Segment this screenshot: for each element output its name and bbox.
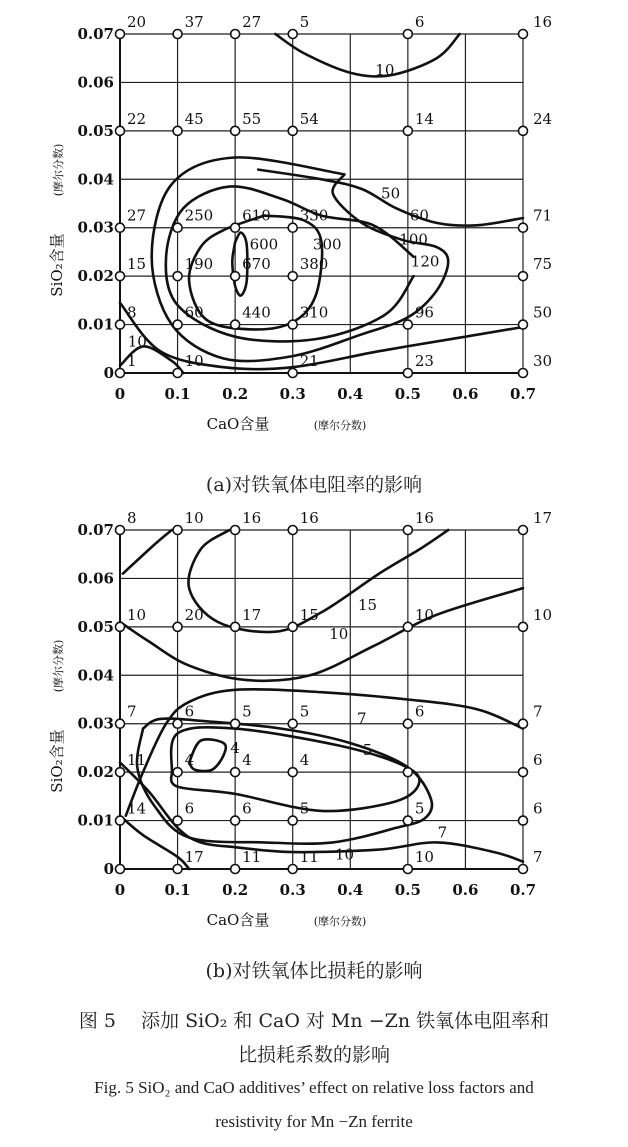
data-point-label: 17	[533, 509, 553, 527]
data-point	[116, 272, 125, 281]
contour-label: 7	[437, 823, 448, 842]
data-point-label: 8	[127, 509, 137, 527]
y-axis-unit: (摩尔分数)	[52, 639, 65, 693]
data-point	[403, 816, 412, 825]
data-point-label: 670	[242, 255, 271, 274]
data-point-label: 20	[184, 605, 204, 624]
x-tick-label: 0.4	[337, 385, 364, 403]
contour-label: 5	[362, 741, 373, 760]
x-tick-label: 0.1	[164, 881, 191, 899]
data-point-label: 11	[127, 751, 147, 770]
x-tick-label: 0.5	[394, 881, 421, 899]
data-point-label: 6	[414, 702, 425, 721]
data-point-label: 4	[299, 751, 310, 770]
contour-label: 60	[409, 206, 429, 225]
data-point-label: 5	[299, 13, 310, 31]
data-point-label: 10	[414, 848, 434, 866]
contour-label: 300	[312, 235, 342, 254]
contour-line	[275, 34, 459, 76]
data-point	[173, 768, 182, 777]
contour-line	[120, 588, 523, 681]
data-point	[116, 526, 125, 535]
data-point-label: 6	[184, 799, 195, 818]
data-point	[519, 768, 528, 777]
data-point-label: 5	[299, 702, 310, 721]
data-point	[173, 816, 182, 825]
y-tick-label: 0.01	[77, 315, 114, 334]
x-axis-label: CaO含量	[206, 415, 270, 433]
x-tick-label: 0.3	[279, 881, 306, 899]
data-point-label: 10	[533, 605, 553, 624]
data-point	[116, 223, 125, 232]
data-point-label: 27	[127, 206, 147, 225]
data-point	[288, 126, 297, 135]
data-point	[173, 719, 182, 728]
figure-caption-en-line1: Fig. 5 SiO₂ and CaO additives’ effect on relative loss factors and	[94, 1078, 534, 1097]
measured-points	[116, 509, 553, 874]
data-point	[403, 126, 412, 135]
data-point	[116, 126, 125, 135]
data-point	[519, 223, 528, 232]
data-point-label: 71	[533, 206, 553, 225]
data-point	[403, 320, 412, 329]
contour-label: 100	[399, 230, 428, 249]
data-point-label: 37	[184, 13, 204, 31]
data-point	[403, 369, 412, 378]
data-point	[288, 865, 297, 874]
data-point	[403, 719, 412, 728]
data-point-label: 250	[184, 206, 214, 225]
data-point	[116, 865, 125, 874]
data-point	[116, 622, 125, 631]
data-point-label: 55	[242, 109, 262, 128]
x-tick-label: 0.4	[337, 881, 364, 899]
data-point	[288, 526, 297, 535]
data-point-label: 6	[414, 13, 425, 31]
data-point	[116, 768, 125, 777]
y-tick-label: 0	[103, 860, 114, 878]
data-point-label: 190	[184, 255, 214, 274]
data-point	[173, 622, 182, 631]
data-point-label: 5	[242, 702, 252, 721]
y-tick-label: 0.05	[77, 617, 114, 636]
data-point-label: 10	[184, 352, 204, 370]
data-point	[519, 126, 528, 135]
chart-b-svg	[0, 496, 628, 966]
x-tick-label: 0.6	[452, 881, 479, 899]
data-point-label: 7	[127, 702, 137, 721]
data-point-label: 7	[533, 848, 543, 866]
data-point	[231, 526, 240, 535]
y-tick-label: 0.02	[77, 763, 114, 782]
data-point	[403, 30, 412, 39]
x-tick-label: 0.6	[452, 385, 479, 403]
data-point	[231, 816, 240, 825]
data-point-label: 4	[242, 751, 252, 770]
data-point	[288, 30, 297, 39]
data-point-label: 75	[533, 255, 553, 274]
data-point	[519, 865, 528, 874]
y-tick-label: 0.06	[77, 569, 114, 588]
figure-caption-en-line2: resistivity for Mn −Zn ferrite	[215, 1112, 413, 1131]
y-tick-label: 0.04	[77, 666, 114, 685]
contour-label: 4	[230, 738, 240, 757]
chart-a-caption: (a)对铁氧体电阻率的影响	[205, 474, 423, 496]
data-point	[519, 320, 528, 329]
data-point-label: 20	[127, 13, 147, 31]
data-point-label: 6	[184, 702, 195, 721]
data-point	[403, 865, 412, 874]
data-point-label: 6	[533, 799, 543, 818]
data-point	[173, 223, 182, 232]
contour-label: 600	[249, 235, 279, 254]
figure-caption-zh-line1: 图 5 添加 SiO₂ 和 CaO 对 Mn −Zn 铁氧体电阻率和	[78, 1010, 550, 1032]
data-point	[231, 272, 240, 281]
data-point-label: 10	[127, 605, 147, 624]
data-point	[519, 272, 528, 281]
data-point	[519, 30, 528, 39]
x-tick-label: 0.7	[509, 881, 537, 899]
data-point-label: 310	[299, 303, 329, 322]
data-point	[173, 526, 182, 535]
y-tick-label: 0.05	[77, 121, 114, 140]
data-point	[173, 865, 182, 874]
data-point-label: 23	[414, 352, 434, 370]
data-point-label: 11	[242, 848, 262, 866]
y-tick-label: 0	[103, 364, 114, 382]
data-point	[403, 622, 412, 631]
data-point	[288, 622, 297, 631]
x-tick-label: 0.3	[279, 385, 306, 403]
chart-a-svg	[0, 0, 628, 470]
x-tick-label: 0	[114, 881, 126, 899]
data-point	[288, 223, 297, 232]
x-axis-label: CaO含量	[206, 911, 270, 929]
contour-label: 15	[358, 595, 378, 614]
data-point-label: 50	[533, 303, 553, 322]
data-point-label: 15	[299, 605, 319, 624]
data-point	[173, 30, 182, 39]
data-point-label: 24	[533, 109, 553, 128]
data-point	[231, 865, 240, 874]
data-point	[288, 719, 297, 728]
chart-b-caption: (b)对铁氧体比损耗的影响	[205, 960, 423, 982]
data-point	[403, 526, 412, 535]
contour-line	[189, 739, 226, 771]
data-point-label: 4	[184, 751, 195, 770]
data-point	[116, 320, 125, 329]
data-point-label: 440	[242, 303, 271, 322]
data-point	[231, 622, 240, 631]
x-axis-unit: (摩尔分数)	[313, 419, 367, 432]
x-tick-label: 0.2	[222, 881, 249, 899]
y-tick-label: 0.03	[77, 714, 114, 733]
y-axis-unit: (摩尔分数)	[52, 143, 65, 197]
data-point-label: 16	[299, 509, 319, 527]
data-point-label: 15	[127, 255, 147, 274]
data-point-label: 96	[414, 303, 434, 322]
data-point-label: 54	[299, 109, 319, 128]
contour-label: 10	[334, 845, 355, 864]
data-point	[519, 369, 528, 378]
data-point	[231, 719, 240, 728]
data-point-label: 7	[533, 702, 543, 721]
data-point	[116, 816, 125, 825]
data-point-label: 27	[242, 13, 262, 31]
data-point	[519, 622, 528, 631]
data-point	[288, 768, 297, 777]
data-point	[288, 369, 297, 378]
data-point	[173, 272, 182, 281]
y-tick-label: 0.02	[77, 267, 114, 286]
data-point-label: 21	[299, 352, 319, 370]
contour-label: 10	[375, 61, 395, 80]
data-point-label: 30	[533, 352, 553, 370]
chart-a	[0, 0, 628, 470]
data-point	[231, 768, 240, 777]
data-point-label: 14	[127, 799, 147, 818]
x-tick-label: 0.1	[164, 385, 191, 403]
data-point	[288, 272, 297, 281]
data-point-label: 610	[242, 206, 271, 225]
data-point	[116, 30, 125, 39]
data-point-label: 380	[299, 255, 329, 274]
data-point-label: 17	[242, 605, 262, 624]
data-point	[116, 369, 125, 378]
y-axis-label: SiO₂含量	[48, 729, 66, 793]
contour-line	[137, 719, 432, 844]
data-point-label: 22	[127, 109, 147, 128]
data-point	[231, 30, 240, 39]
data-point	[519, 816, 528, 825]
contour-label: 50	[381, 184, 401, 203]
y-tick-label: 0.07	[77, 521, 114, 539]
data-point-label: 10	[414, 605, 434, 624]
data-point	[173, 126, 182, 135]
figure-caption-zh-line2: 比损耗系数的影响	[237, 1044, 390, 1066]
y-tick-label: 0.07	[77, 25, 114, 43]
data-point	[231, 126, 240, 135]
contour-label: 10	[127, 332, 147, 351]
data-point	[231, 320, 240, 329]
data-point-label: 14	[414, 109, 434, 128]
data-point	[173, 320, 182, 329]
data-point-label: 11	[299, 848, 319, 866]
chart-b	[0, 496, 628, 966]
data-point-label: 330	[299, 206, 329, 225]
data-point	[403, 768, 412, 777]
contour-label: 120	[410, 252, 440, 271]
data-point-label: 1	[127, 352, 137, 370]
data-point	[116, 719, 125, 728]
data-point-label: 60	[184, 303, 204, 322]
data-point-label: 6	[533, 751, 543, 770]
data-point	[519, 719, 528, 728]
data-point	[231, 223, 240, 232]
y-tick-label: 0.04	[77, 170, 114, 189]
y-tick-label: 0.03	[77, 218, 114, 237]
contour-label: 7	[357, 709, 367, 728]
data-point-label: 16	[242, 509, 262, 527]
data-point-label: 17	[184, 848, 204, 866]
x-axis-unit: (摩尔分数)	[313, 915, 367, 928]
data-point-label: 6	[242, 799, 252, 818]
data-point	[519, 526, 528, 535]
data-point	[288, 320, 297, 329]
contour-line	[123, 530, 172, 574]
y-tick-label: 0.06	[77, 73, 114, 92]
data-point-label: 5	[414, 799, 425, 818]
y-axis-label: SiO₂含量	[48, 233, 66, 297]
data-point-label: 5	[299, 799, 310, 818]
data-point-label: 16	[533, 13, 553, 31]
data-point-label: 45	[184, 109, 204, 128]
x-tick-label: 0	[114, 385, 126, 403]
data-point-label: 16	[414, 509, 434, 527]
x-tick-label: 0.5	[394, 385, 421, 403]
x-tick-label: 0.2	[222, 385, 249, 403]
data-point	[288, 816, 297, 825]
x-tick-label: 0.7	[509, 385, 537, 403]
data-point-label: 10	[184, 509, 204, 527]
data-point	[173, 369, 182, 378]
y-tick-label: 0.01	[77, 811, 114, 830]
contour-label: 10	[329, 624, 349, 643]
data-point-label: 8	[127, 303, 137, 322]
